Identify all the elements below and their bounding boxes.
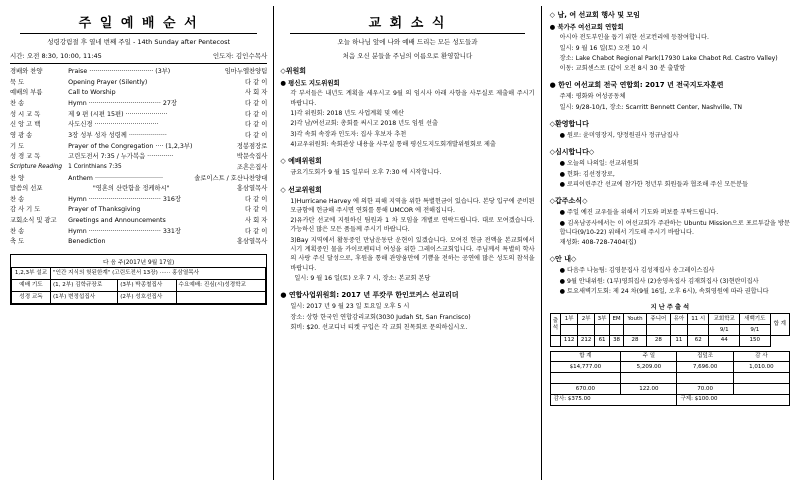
offering-table — [550, 351, 790, 406]
section-bullet: ● 북가주 여선교회 연합회 — [549, 23, 624, 31]
title-divider — [20, 33, 257, 34]
attendance-value: 28 — [624, 335, 647, 346]
order-person: 사 회 자 — [245, 217, 268, 225]
offering-header: 집덮조 — [677, 351, 733, 362]
announcements-title: 교 회 소 식 — [368, 16, 447, 31]
order-person: 다 같 이 — [245, 195, 268, 203]
order-detail: Greetings and Announcements — [68, 217, 166, 225]
order-label: 성 시 교 독 — [10, 110, 41, 118]
table-row — [10, 173, 267, 184]
order-label: 교회소식 및 광고 — [10, 217, 57, 225]
table-row — [550, 373, 789, 384]
offering-header: 주 일 — [621, 351, 677, 362]
order-label: 경배와 찬양 — [10, 68, 43, 76]
offering-header: 감 사 — [733, 351, 789, 362]
next-week-cell: (1, 2부) 김학규장로 — [51, 279, 118, 291]
section-heading: ● 한인 여선교회 전국 연합회: 2017 년 전국지도자훈련 — [549, 81, 724, 90]
order-detail: Opening Prayer (Silently) — [68, 78, 148, 86]
attendance-header: 쥬니어 — [646, 314, 670, 325]
section-body: 각 부서들은 내년도 계획을 세우시고 9월 의 임시사 아래 사항을 사무실로 제출해 주시기 바랍니다. — [290, 90, 535, 107]
attendance-subheader — [624, 325, 647, 336]
section-sub: ● 김옥남공사에서는 이 여선교회가 주관하는 Ubuntu Mission으로 포르투갈을 방문합니다(9/10-22) 위해서 기도해 주시기 바랍니다. — [559, 219, 790, 236]
section-sub: 장소: 상항 한국인 연합감리교회(3030 Judah St, San Francisco) — [290, 313, 471, 321]
table-row — [10, 205, 267, 216]
table-row — [12, 279, 266, 291]
next-week-table — [11, 267, 266, 304]
order-detail: Call to Worship — [68, 89, 116, 97]
section-sub: 4)교우위원회: 속회관상 내용을 사무실 통해 평신도지도회개발위원회로 제출 — [290, 140, 496, 148]
table-row — [10, 120, 267, 131]
section-heading: ◇ 선교위원회 — [280, 185, 322, 194]
missions-column — [541, 6, 792, 480]
section-body: 금요기도회가 9 월 15 일부터 오후 7:30 에 시작합니다. — [290, 169, 442, 177]
attendance-subheader — [561, 325, 578, 336]
section-sub: 2)각 남/여선교회: 총회를 써시고 2018 년도 임원 선출 — [290, 120, 438, 128]
order-person: 정봉점장로 — [236, 142, 268, 150]
section-sub: 장소: Lake Chabot Regional Park(17930 Lake Chabot Rd. Castro Valley) — [559, 54, 778, 62]
order-detail: Hymn ···································· 316장 — [68, 195, 181, 203]
order-label: 찬 송 — [10, 195, 25, 203]
section-heading: ◇갑주소식◇ — [549, 197, 588, 206]
attendance-subheader — [578, 325, 595, 336]
order-person: 조흔은집사 — [236, 163, 268, 171]
order-detail: Benediction — [68, 238, 106, 246]
order-person: 다 같 이 — [245, 110, 268, 118]
table-row — [12, 267, 266, 279]
section-sub: ● 9월 안내위원: (1부)영희집사 (2)송영옥집사 김재희집사 (3)현란미집사 — [559, 277, 759, 285]
order-detail: 사도신경 ································ — [68, 121, 159, 129]
order-label: 찬 송 — [10, 100, 25, 108]
order-detail: 제 9 편 (시편 15편) ····················· — [68, 110, 168, 118]
table-row — [550, 394, 789, 405]
next-week-box — [10, 254, 267, 305]
order-label: 말씀의 선포 — [10, 185, 43, 193]
section-heading: ● 연합사업위원회: 2017 년 푸캇쿠 한인코커스 선교리더 — [280, 291, 459, 300]
offering-value: 5,209.00 — [621, 362, 677, 373]
order-label: 영 광 송 — [10, 132, 33, 139]
table-row — [10, 216, 267, 227]
section-sub: 회비: $20. 선교디너 티켓 구입은 각 교회 친목회로 문의하십시오. — [290, 323, 468, 331]
next-week-label: 1,2,3부 설교 — [12, 267, 51, 279]
order-person: 솔로이스트 / 호산나찬양대 — [194, 174, 268, 182]
table-row — [10, 109, 267, 120]
order-detail: Hymn ···································· 27장 — [68, 100, 177, 108]
offering-value: 70.00 — [677, 384, 733, 395]
attendance-header: 유아 — [670, 314, 687, 325]
table-row — [10, 131, 267, 142]
next-week-cell: (1부) 변정섭집사 — [51, 291, 118, 303]
order-person: 다 같 이 — [245, 206, 268, 214]
table-row — [550, 384, 789, 395]
table-row — [550, 351, 789, 362]
attendance-value: 150 — [740, 335, 771, 346]
offering-value: 7,696.00 — [677, 362, 733, 373]
section-sub: 3)Bay 지역에서 활동중인 만남운동단 운현이 있겠습니다. 모여진 헌금 전액을 본교회에서 시기 계획중인 물을 카이로펜티너 여성을 위한 그레이스교회입니다. 주님께서 특별히 학사의 사랑 주신 달성으로, 후원을 통해 관양움만에 기쁨을 전하는 공연에 많은 성도의 참석을 바랍니다. — [290, 236, 535, 272]
sermon-title: "영혼의 산란함을 정케하시" — [92, 185, 170, 193]
table-row — [550, 314, 789, 325]
table-row — [10, 194, 267, 205]
next-week-cell: (3부) 박종철집사 — [118, 279, 176, 291]
table-row — [12, 291, 266, 303]
section-sub: 2)유카탄 선교에 지원하신 팀원과 1 차 모임을 개별로 연락드립니다. 대로 모여겠습니다. 가능하신 많은 모든 품들께 주시기 바랍니다. — [290, 217, 535, 234]
offering-value — [733, 384, 789, 395]
section-body: 아시아 전도부인을 돕기 위한 선교컨리에 등참여합니다. — [559, 34, 709, 42]
attendance-header: EM — [610, 314, 624, 325]
table-row — [550, 325, 789, 336]
offering-header: 합 계 — [550, 351, 621, 362]
order-person: 홍삼열목사 — [236, 185, 268, 193]
order-detail: Prayer of Thanksgiving — [68, 206, 141, 214]
attendance-header: Youth — [624, 314, 647, 325]
section-sub: 일시: 9/28-10/1, 장소: Scarritt Bennett Center, Nashville, TN — [559, 103, 743, 111]
order-label-en: Scripture Reading — [10, 163, 63, 170]
section-sub: ● 로피이린주간 선교에 참가한 청년부 회원들과 협조해 주신 모든분들 — [559, 180, 749, 188]
order-person: 임마누엘찬양팀 — [224, 68, 268, 76]
section-sub: ● 토요새벽기도회: 제 24 차(9월 16일, 오후 6시), 속회영원에 따라 권합니다 — [559, 288, 769, 296]
attendance-header: 2부 — [578, 314, 595, 325]
order-detail: Praise ································ (3부) — [68, 68, 171, 76]
attendance-value: 62 — [687, 335, 708, 346]
attendance-header: 11 시 — [687, 314, 708, 325]
offering-value — [733, 373, 789, 384]
section-sub: 이동: 교회센스로 (같이 오전 8시 30 분 출발함 — [559, 65, 686, 73]
attendance-subheader: 9/1 — [740, 325, 771, 336]
section-sub: 1)Hurricane Harvey 에 의한 피해 지역을 위한 특별헌금이 있습니다. 본당 입구에 준비된 모금함에 헌금해 주시면 연회를 통해 UMCOR 에 전해집니다. — [290, 197, 535, 214]
attendance-subheader — [595, 325, 610, 336]
attendance-value: 112 — [561, 335, 578, 346]
order-person: 다 같 이 — [245, 100, 268, 108]
order-detail: Anthem ·································· — [68, 174, 163, 182]
section-heading: ◇심시합니다◇ — [549, 148, 595, 157]
worship-meta — [10, 51, 267, 60]
next-week-cell — [176, 291, 266, 303]
section-sub: 일시: 9 월 16 일(토) 오후 7 시, 장소: 본교회 본당 — [294, 274, 431, 282]
order-person: 박문숙집사 — [236, 153, 268, 161]
next-week-label: 성경 교독 — [12, 291, 51, 303]
offering-value: 122.00 — [621, 384, 677, 395]
section-sub: ● 주일 예진 교우들을 위해서 기도와 퍼보를 부탁드립니다. — [559, 209, 719, 217]
next-week-cell: (2부) 성호선집사 — [118, 291, 176, 303]
order-detail-en: 1 Corinthians 7:35 — [68, 163, 122, 170]
table-row — [10, 152, 267, 163]
attendance-header: 합 계 — [770, 314, 789, 336]
attendance-subheader — [646, 325, 670, 336]
attendance-value — [550, 335, 560, 346]
announcements-divider — [290, 33, 524, 34]
attendance-table — [550, 313, 790, 346]
section-heading: ◇안 내◇ — [549, 255, 577, 264]
section-sub: 3)각 속회 속장과 인도자: 집사 후보자 추천 — [290, 130, 407, 138]
next-week-value: "인간 지식의 헛된한계" (고린도전서 13장) ······ 홍삼열목사 — [51, 267, 266, 279]
order-person: 다 같 이 — [245, 132, 268, 139]
section-heading: ◇위원회 — [280, 67, 306, 76]
attendance-value: 212 — [578, 335, 595, 346]
section-sub: 주제: 평화와 여성공동체 — [559, 93, 626, 101]
table-row — [10, 237, 267, 248]
table-row — [550, 335, 789, 346]
attendance-header: 1부 — [561, 314, 578, 325]
section-sub: 일시: 2017 년 9 월 23 일 토요일 오후 5 시 — [290, 303, 410, 311]
offering-value — [677, 373, 733, 384]
order-detail: Hymn ···································· 331장 — [68, 227, 181, 235]
table-row — [10, 99, 267, 110]
attendance-subheader: 9/1 — [709, 325, 740, 336]
order-label: 감 사 기 도 — [10, 206, 41, 214]
section-heading: ◇환영합니다 — [549, 120, 589, 129]
table-row — [10, 77, 267, 88]
offering-value — [550, 373, 621, 384]
worship-order-table — [10, 67, 267, 248]
section-sub: ● 다음주 나눔팀: 김영문집사 김성재집사 송그레이스집사 — [559, 267, 715, 275]
offering-value: $14,777.00 — [550, 362, 621, 373]
order-label: 예배의 부름 — [10, 89, 43, 97]
offering-value: 670.00 — [550, 384, 621, 395]
table-row — [10, 226, 267, 237]
order-label: 성 경 교 독 — [10, 153, 41, 161]
attendance-subheader — [670, 325, 687, 336]
welcome-line-1: 오늘 하나님 앞에 나와 예배 드리는 모든 성도들과 — [337, 38, 478, 46]
offering-value: 1,010.00 — [733, 362, 789, 373]
worship-time: 시간: 오전 8:30, 10:00, 11:45 — [10, 51, 102, 60]
order-detail: 고린도전서 7:35 / 누가복음 ············· — [68, 153, 174, 161]
attendance-value: 44 — [709, 335, 740, 346]
attendance-title: 지 난 주 출 석 — [650, 304, 690, 312]
order-person: 사 회 자 — [245, 89, 268, 97]
worship-order-title: 주 일 예 배 순 서 — [78, 16, 199, 31]
order-label: 축 도 — [10, 238, 25, 246]
section-sub: 일시: 9 월 16 일(토) 오전 10 시 — [559, 44, 648, 52]
next-week-cell: 수요예배: 진심(시)성경학교 — [176, 279, 266, 291]
table-row — [10, 184, 267, 195]
attendance-header: 3부 — [595, 314, 610, 325]
worship-order-subtitle: 성령강림절 후 열네 번째 주일 - 14th Sunday after Pentecost — [47, 38, 231, 46]
offering-value — [621, 373, 677, 384]
order-label: 찬 송 — [10, 227, 25, 235]
attendance-header: 교회학교 — [709, 314, 740, 325]
order-label: 찬 양 — [10, 174, 25, 182]
welcome-line-2: 처음 오신 분들을 주님의 이름으로 환영합니다 — [342, 52, 473, 61]
attendance-subheader — [687, 325, 708, 336]
order-label: 신 앙 고 백 — [10, 121, 41, 129]
offering-relief: 구제: $100.00 — [677, 394, 790, 405]
attendance-value: 61 — [595, 335, 610, 346]
order-person: 다 같 이 — [245, 78, 268, 86]
section-sub: ● 오늘의 나의일: 선교위원회 — [559, 160, 639, 168]
order-person: 홍삼열목사 — [236, 238, 268, 246]
meta-divider — [10, 63, 267, 64]
section-sub: 1)각 위원회: 2018 년도 사업계획 및 예산 — [290, 110, 404, 118]
attendance-value: 11 — [670, 335, 687, 346]
section-heading: ◇ 예배위원회 — [280, 157, 322, 166]
announcements-column — [273, 6, 540, 480]
section-sub: 재성화: 408-728-7404(집) — [559, 239, 637, 247]
section-heading: ◇ 남, 여 선교회 행사 및 모임 — [549, 11, 640, 19]
attendance-value: 38 — [610, 335, 624, 346]
table-row — [10, 88, 267, 99]
next-week-label: 예배 기도 — [12, 279, 51, 291]
table-row — [10, 141, 267, 152]
order-label: 기 도 — [10, 142, 25, 150]
offering-total: 감사: $375.00 — [550, 394, 677, 405]
section-bullet: ● 평신도 지도위원회 — [280, 79, 340, 88]
worship-leader: 인도자: 김인수목사 — [212, 51, 268, 60]
section-sub: ● 원로: 윤미영장지, 양정원권사 정규남집사 — [559, 132, 679, 140]
attendance-subheader — [610, 325, 624, 336]
section-sub: ● 헌화: 김선정장로, — [559, 170, 615, 178]
order-person: 다 같 이 — [245, 227, 268, 235]
order-detail: Prayer of the Congregation ···· (1,2,3부) — [68, 142, 193, 150]
next-week-header: 다 음 주(2017년 9월 17일) — [103, 259, 175, 266]
table-row — [10, 67, 267, 78]
order-person: 다 같 이 — [245, 121, 268, 129]
attendance-header: 출 석 — [550, 314, 560, 336]
table-row — [550, 362, 789, 373]
order-label: 묵 도 — [10, 78, 25, 86]
order-detail: 3장 성부 성자 성령께 ··················· — [68, 132, 167, 139]
table-row — [10, 163, 267, 174]
attendance-header: 새백기도 — [740, 314, 771, 325]
worship-order-column — [8, 6, 273, 480]
attendance-value: 28 — [646, 335, 670, 346]
